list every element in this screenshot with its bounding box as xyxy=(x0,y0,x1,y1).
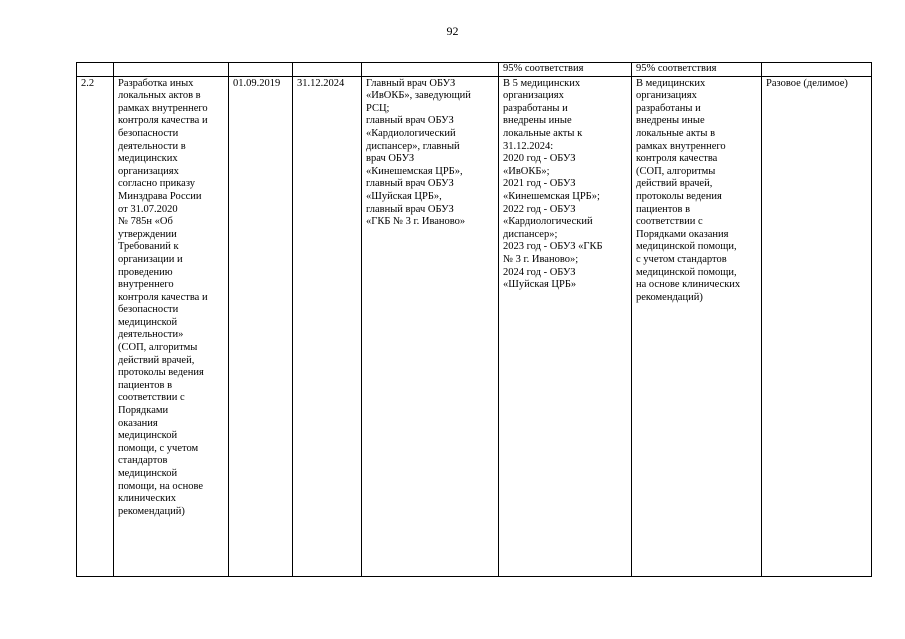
text-line: контроля качества и xyxy=(118,291,208,303)
text-line: РСЦ; xyxy=(366,102,390,114)
text-line: внедрены иные xyxy=(636,115,705,127)
text-line: главный врач ОБУЗ xyxy=(366,115,454,127)
text-line: рамках внутреннего xyxy=(118,102,208,114)
cell-description xyxy=(632,76,762,576)
text-line: 2021 год - ОБУЗ xyxy=(503,178,576,190)
text-line: организациях xyxy=(503,90,564,102)
cell-type: Разовое (делимое) xyxy=(762,76,872,576)
cell-end-date: 31.12.2024 xyxy=(293,76,362,576)
text-line: медицинской помощи, xyxy=(636,266,737,278)
text-line: Главный врач ОБУЗ xyxy=(366,77,456,89)
activity-table xyxy=(76,62,872,577)
text-line: медицинской xyxy=(118,430,178,442)
text-line: Порядками xyxy=(118,405,169,417)
cell-empty xyxy=(77,63,114,77)
text-line: 2020 год - ОБУЗ xyxy=(503,153,576,165)
text-line: безопасности xyxy=(118,127,179,139)
text-line: контроля качества xyxy=(636,153,718,165)
text-line: пациентов в xyxy=(118,379,173,391)
description-text xyxy=(636,78,758,305)
text-line: с учетом стандартов xyxy=(636,253,727,265)
text-line: Минздрава России xyxy=(118,190,202,202)
text-line: протоколы ведения xyxy=(118,367,204,379)
cell-empty xyxy=(362,63,499,77)
text-line: рамках внутреннего xyxy=(636,140,726,152)
text-line: утверждении xyxy=(118,228,177,240)
text-line: на основе клинических xyxy=(636,279,741,291)
cell-start-date: 01.09.2019 xyxy=(229,76,293,576)
cell-target-2023: 95% соответствия xyxy=(499,63,632,77)
text-line: № 785н «Об xyxy=(118,216,173,228)
text-line: действий врачей, xyxy=(118,354,195,366)
text-line: протоколы ведения xyxy=(636,190,722,202)
cell-row-number: 2.2 xyxy=(77,76,114,576)
cell-activity-name xyxy=(114,76,229,576)
text-line: помощи, с учетом xyxy=(118,442,199,454)
text-line: Порядками оказания xyxy=(636,228,729,240)
table-row-continuation xyxy=(77,63,872,77)
text-line: безопасности xyxy=(118,304,179,316)
cell-empty xyxy=(762,63,872,77)
text-line: «Шуйская ЦРБ» xyxy=(503,279,577,291)
text-line: диспансер», главный xyxy=(366,140,460,152)
text-line: организациях xyxy=(118,165,179,177)
text-line: стандартов xyxy=(118,455,168,467)
page-number: 92 xyxy=(446,24,459,38)
text-line: «Кинешемская ЦРБ»; xyxy=(503,190,600,202)
text-line: главный врач ОБУЗ xyxy=(366,203,454,215)
text-line: медицинской xyxy=(118,316,178,328)
text-line: «Кардиологический xyxy=(366,127,456,139)
text-line: рекомендаций) xyxy=(118,505,185,517)
text-line: медицинских xyxy=(118,153,178,165)
text-line: деятельности в xyxy=(118,140,186,152)
text-line: врач ОБУЗ xyxy=(366,153,415,165)
cell-empty xyxy=(114,63,229,77)
cell-empty xyxy=(229,63,293,77)
cell-target-2024: 95% соответствия xyxy=(632,63,762,77)
text-line: «Кинешемская ЦРБ», xyxy=(366,165,463,177)
text-line: действий врачей, xyxy=(636,178,713,190)
text-line: 2022 год - ОБУЗ xyxy=(503,203,576,215)
text-line: рекомендаций) xyxy=(636,291,703,303)
text-line: организациях xyxy=(636,90,697,102)
text-line: помощи, на основе xyxy=(118,480,204,492)
text-line: разработаны и xyxy=(503,102,568,114)
text-line: 31.12.2024: xyxy=(503,140,554,152)
text-line: разработаны и xyxy=(636,102,701,114)
text-line: главный врач ОБУЗ xyxy=(366,178,454,190)
text-line: медицинской xyxy=(118,468,178,479)
cell-empty xyxy=(293,63,362,77)
text-line: (СОП, алгоритмы xyxy=(636,165,716,177)
text-line: медицинской помощи, xyxy=(636,241,737,253)
responsible-text xyxy=(366,78,495,229)
text-line: локальных актов в xyxy=(118,90,201,102)
text-line: внутреннего xyxy=(118,279,174,291)
table-row xyxy=(77,76,872,576)
text-line: согласно приказу xyxy=(118,178,196,190)
text-line: внедрены иные xyxy=(503,115,572,127)
result-text xyxy=(503,78,628,292)
text-line: проведению xyxy=(118,266,173,278)
cell-result xyxy=(499,76,632,576)
text-line: В 5 медицинских xyxy=(503,77,581,89)
text-line: «ГКБ № 3 г. Иваново» xyxy=(366,216,466,228)
text-line: пациентов в xyxy=(636,203,691,215)
text-line: «ИвОКБ», заведующий xyxy=(366,90,471,102)
text-line: соответствии с xyxy=(636,216,703,228)
text-line: деятельности» xyxy=(118,329,184,341)
text-line: «ИвОКБ»; xyxy=(503,165,550,177)
text-line: (СОП, алгоритмы xyxy=(118,342,198,354)
cell-responsible xyxy=(362,76,499,576)
text-line: № 3 г. Иваново»; xyxy=(503,253,579,265)
text-line: локальные акты в xyxy=(636,127,716,139)
text-line: оказания xyxy=(118,417,158,429)
text-line: Требований к xyxy=(118,241,179,253)
text-line: 2023 год - ОБУЗ «ГКБ xyxy=(503,241,603,253)
text-line: «Шуйская ЦРБ», xyxy=(366,190,442,202)
activity-name-text xyxy=(118,78,225,519)
text-line: локальные акты к xyxy=(503,127,583,139)
text-line: «Кардиологический xyxy=(503,216,593,228)
text-line: В медицинских xyxy=(636,77,706,89)
text-line: Разработка иных xyxy=(118,77,194,89)
text-line: 2024 год - ОБУЗ xyxy=(503,266,576,278)
text-line: от 31.07.2020 xyxy=(118,203,178,215)
text-line: организации и xyxy=(118,253,183,265)
text-line: контроля качества и xyxy=(118,115,208,127)
text-line: соответствии с xyxy=(118,392,185,404)
text-line: клинических xyxy=(118,493,177,505)
text-line: диспансер»; xyxy=(503,228,558,240)
